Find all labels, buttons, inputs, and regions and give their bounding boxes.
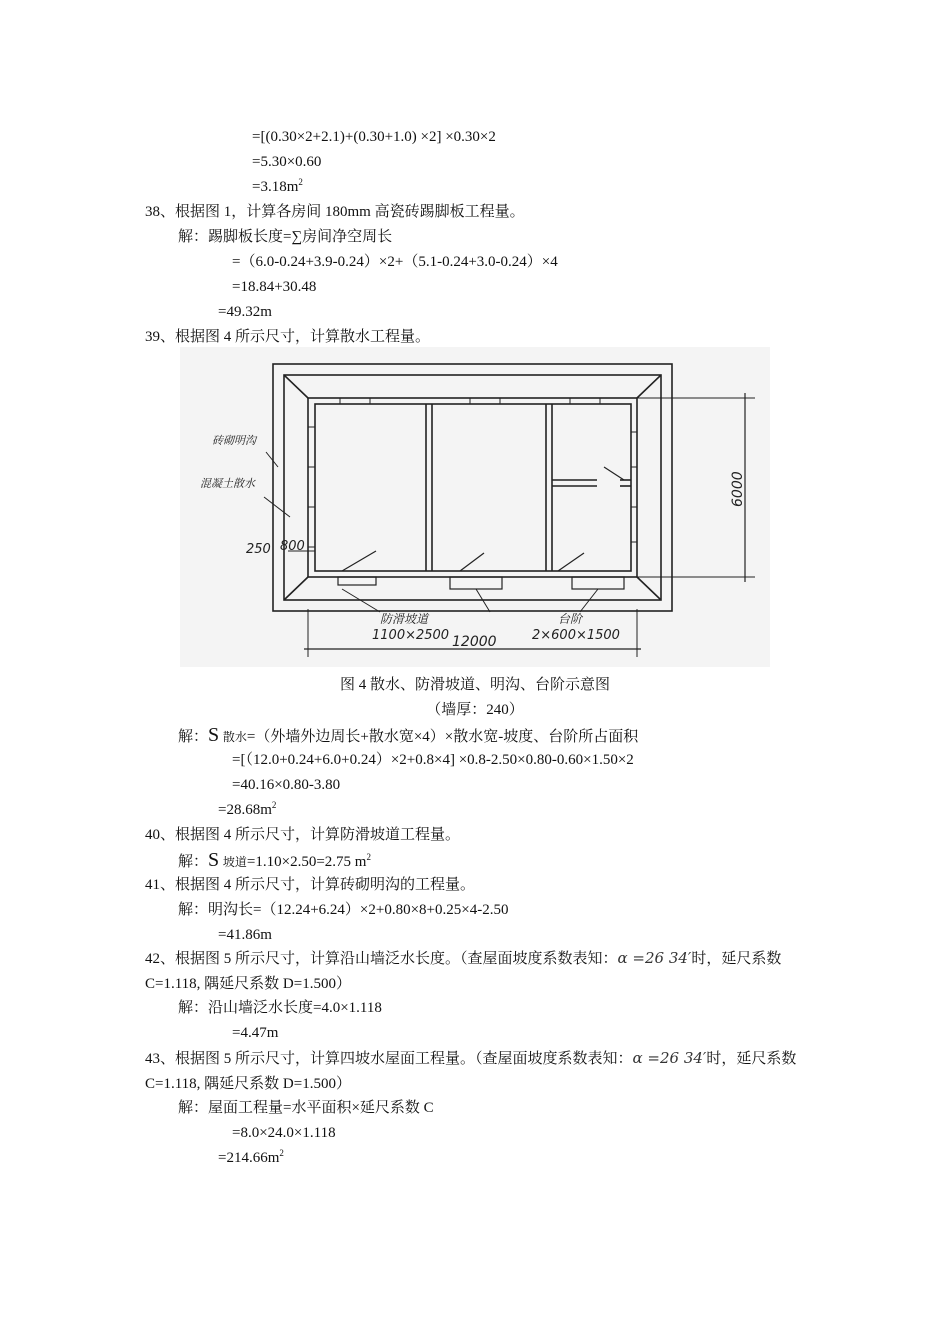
solution-41-line: 解：明沟长=（12.24+6.24）×2+0.80×8+0.25×4-2.50 [178,902,509,918]
label-steps: 台阶 [558,612,583,626]
solution-38-line: =49.32m [218,304,272,320]
figure-4-plan [180,347,770,667]
question-42: 42、根据图 5 所示尺寸，计算沿山墙泛水长度。（查屋面坡度系数表知：α =26 34′时，延尺系数 C=1.118, 隅延尺系数 D=1.500） [145,949,782,992]
solution-39-line: =40.16×0.80-3.80 [232,777,341,793]
calc-line: =[(0.30×2+2.1)+(0.30+1.0) ×2] ×0.30×2 [252,129,496,145]
solution-43-line: 解：屋面工程量=水平面积×延尺系数 C [178,1100,434,1116]
solution-42-line: 解：沿山墙泛水长度=4.0×1.118 [178,1000,382,1016]
question-39: 39、根据图 4 所示尺寸，计算散水工程量。 [145,329,431,345]
solution-39-line: $=28.68m^2$ [218,800,277,818]
question-43: 43、根据图 5 所示尺寸，计算四坡水屋面工程量。（查屋面坡度系数表知：α =26 34′时，延尺系数 C=1.118, 隅延尺系数 D=1.500） [145,1049,797,1092]
solution-41-line: =41.86m [218,927,272,943]
dim-ramp: 1100×2500 [372,628,450,643]
solution-42-line: =4.47m [232,1025,279,1041]
label-apron: 混凝土散水 [200,477,255,490]
solution-43-line: =8.0×24.0×1.118 [232,1125,336,1141]
solution-38-line: 解：踢脚板长度=∑房间净空周长 [178,229,393,245]
dim-height: 6000 [730,471,746,507]
solution-38-line: =（6.0-0.24+3.9-0.24）×2+（5.1-0.24+3.0-0.24）×4 [232,254,558,270]
figure-caption-sub: （墙厚：240） [426,702,524,718]
question-40: 40、根据图 4 所示尺寸，计算防滑坡道工程量。 [145,827,461,843]
calc-line: =5.30×0.60 [252,154,322,170]
dim-length: 12000 [452,634,497,650]
label-ramp: 防滑坡道 [380,612,429,626]
calc-line: $=3.18m^2$ [252,177,303,195]
solution-39-line: 解：S 散水=（外墙外边周长+散水宽×4）×散水宽-坡度、台阶所占面积 [178,724,639,746]
label-ditch: 砖砌明沟 [212,434,256,447]
question-38: 38、根据图 1，计算各房间 180mm 高瓷砖踢脚板工程量。 [145,204,525,220]
solution-43-line: $=214.66m^2$ [218,1148,284,1166]
question-41: 41、根据图 4 所示尺寸，计算砖砌明沟的工程量。 [145,877,476,893]
dim-250: 250 [246,542,271,557]
dim-steps: 2×600×1500 [532,628,620,643]
solution-39-line: =[（12.0+0.24+6.0+0.24）×2+0.8×4] ×0.8-2.50×0.80-0.60×1.50×2 [232,752,634,768]
dim-800: 800 [280,539,305,554]
solution-38-line: =18.84+30.48 [232,279,317,295]
solution-40-line: 解：S 坡道=1.10×2.50=2.75 $m^2$ [178,849,371,871]
figure-caption: 图 4 散水、防滑坡道、明沟、台阶示意图 [339,677,610,693]
